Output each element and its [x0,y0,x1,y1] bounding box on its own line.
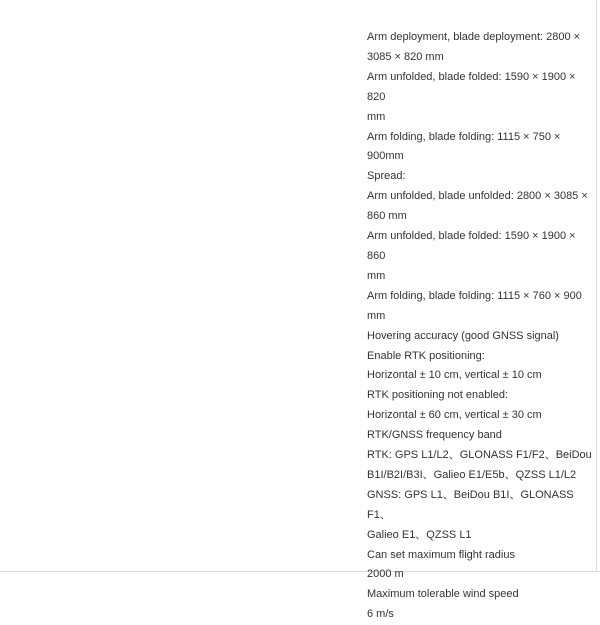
spec-line: 6 m/s [367,608,394,621]
spec-line: 860 mm [367,210,407,223]
spec-line: 2000 m [367,568,404,581]
spec-line: Hovering accuracy (good GNSS signal) [367,329,559,342]
spec-line: 3085 × 820 mm [367,50,444,63]
spec-line: Maximum tolerable wind speed [367,588,519,601]
spec-line: Can set maximum flight radius [367,548,515,561]
spec-line: GNSS: GPS L1、BeiDou B1I、GLONASS F1、 [367,488,574,521]
spec-line: RTK/GNSS frequency band [367,429,502,442]
spec-line: 900mm [367,150,404,163]
spec-line: Arm deployment, blade deployment: 2800 × [367,31,581,43]
spec-line: RTK positioning not enabled: [367,389,509,402]
spec-line: Galieo E1、QZSS L1 [367,528,472,541]
spec-line: Horizontal ± 10 cm, vertical ± 10 cm [367,369,542,382]
spec-line: mm [367,110,386,123]
spec-line: Arm unfolded, blade folded: 1590 × 1900 × 820 [367,70,576,103]
spec-line: Enable RTK positioning: [367,349,485,362]
spec-line: Horizontal ± 60 cm, vertical ± 30 cm [367,409,542,422]
spec-line: RTK: GPS L1/L2、GLONASS F1/F2、BeiDou [367,449,592,462]
specifications-text [367,28,596,625]
spec-line: Arm folding, blade folding: 1115 × 750 × [367,130,561,143]
spec-line: mm [367,309,386,322]
spec-line: Spread: [367,170,406,183]
spec-line: Arm unfolded, blade unfolded: 2800 × 3085 × [367,190,588,203]
spec-line: B1I/B2I/B3I、Galieo E1/E5b、QZSS L1/L2 [367,468,577,481]
spec-line: Arm folding, blade folding: 1115 × 760 × 900 [367,289,582,302]
right-divider [596,0,597,571]
spec-line: Arm unfolded, blade folded: 1590 × 1900 × 860 [367,230,576,262]
spec-line: mm [367,269,386,282]
